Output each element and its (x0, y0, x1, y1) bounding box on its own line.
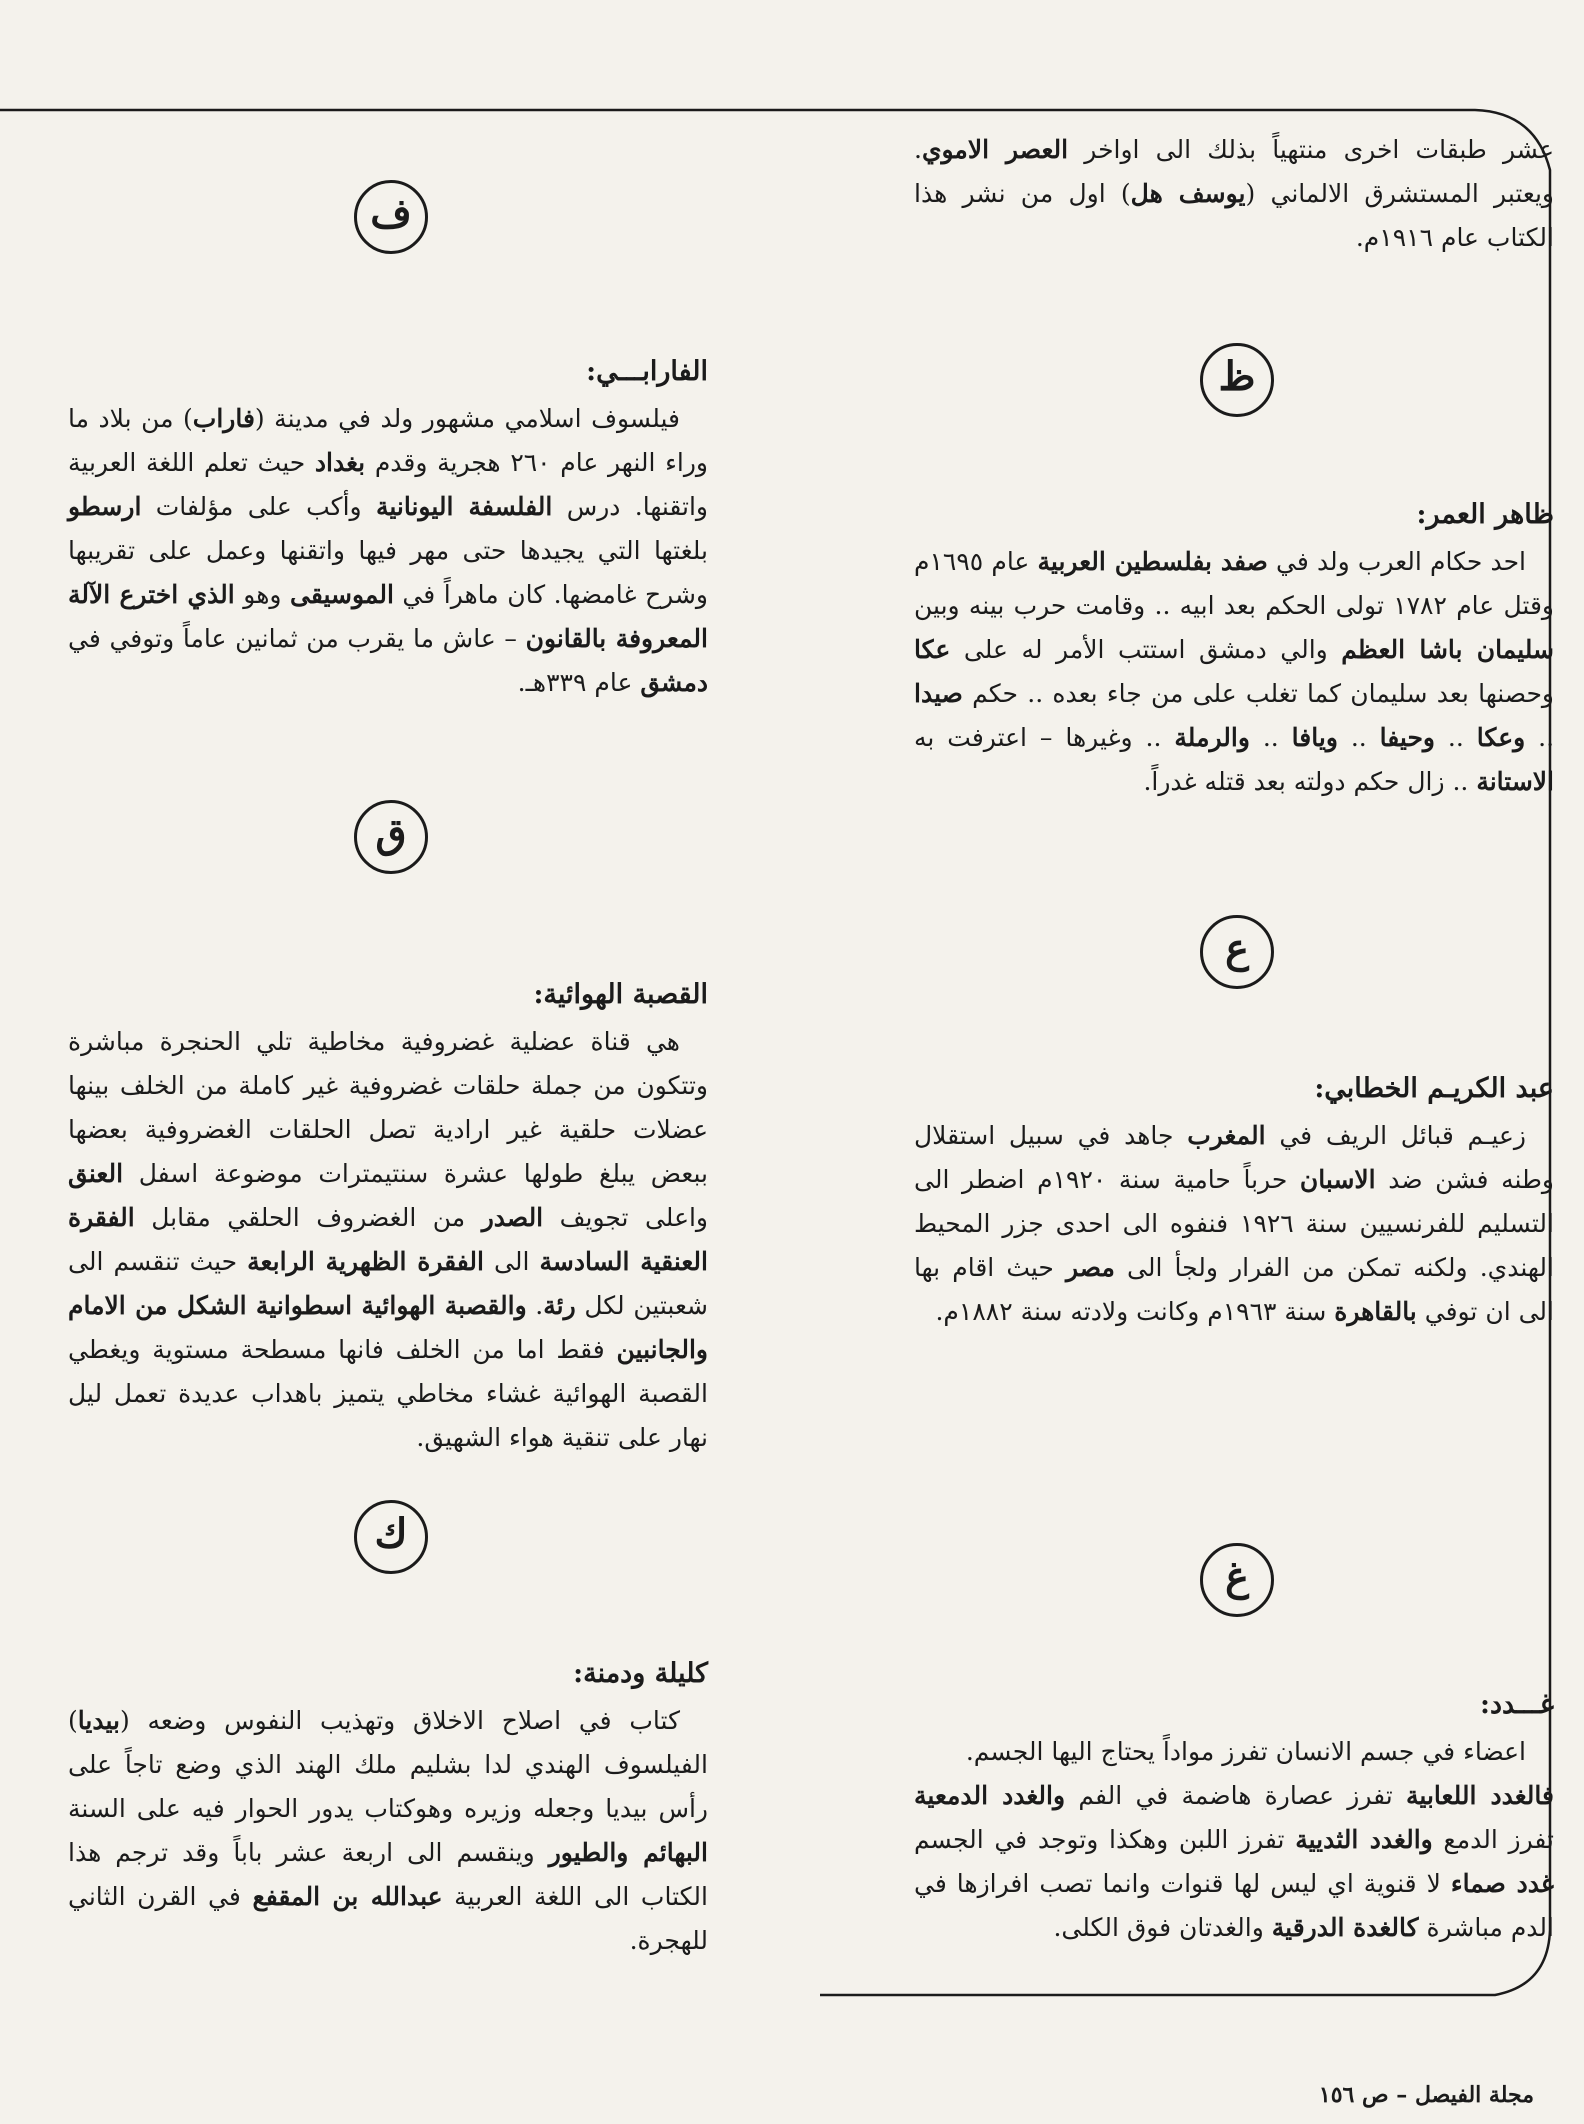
letter-ghain: غ (1200, 1543, 1274, 1617)
entry-definition-2: فالغدد اللعابية تفرز عصارة هاضمة في الفم والغدد الدمعية تفرز الدمع والغدد الثديية تفرز اللبن وهكذا وتوجد في الجسم غدد صماء لا قنوية اي ليس لها قنوات وانما تصب افرازها في الدم مباشرة كالغدة الدرقية والغدتان فوق الكلى. (914, 1781, 1554, 1942)
entry-title: غـــدد: (1479, 1689, 1554, 1720)
left-column (68, 110, 708, 2030)
entry-title: الفارابـــي: (586, 356, 708, 387)
letter-za: ظ (1200, 343, 1274, 417)
entry-definition: كتاب في اصلاح الاخلاق وتهذيب النفوس وضعه (بيديا) الفيلسوف الهندي لدا بشليم ملك الهند الذي وضع تاجاً على رأس بيديا وجعله وزيره وهوكتاب يدور الحوار فيه على السنة البهائم والطيور وينقسم الى اربعة عشر باباً وقد ترجم هذا الكتاب الى اللغة العربية عبدالله بن المقفع في القرن الثاني للهجرة. (68, 1706, 708, 1955)
footer-separator: – (1388, 2082, 1415, 2108)
entry-zahir (914, 498, 1554, 804)
letter-ain-badge (1200, 915, 1274, 989)
intro-paragraph (914, 128, 1554, 260)
entry-definition: احد حكام العرب ولد في صفد بفلسطين العربية عام ١٦٩٥م وقتل عام ١٧٨٢ تولى الحكم بعد ابيه .. وقامت حرب بينه وبين سليمان باشا العظم والي دمشق استتب الأمر له على عكا وحصنها بعد سليمان كما تغلب على من جاء بعده .. حكم صيدا .. وعكا .. وحيفا .. ويافا .. والرملة .. وغيرها – اعترفت به الاستانة .. زال حكم دولته بعد قتله غدراً. (914, 547, 1555, 796)
letter-kaf: ك (354, 1500, 428, 1574)
letter-fa-badge (354, 180, 428, 254)
entry-farabi (68, 355, 708, 705)
letter-kaf-badge (354, 1500, 428, 1574)
entry-title: ظاهر العمر: (1416, 499, 1554, 530)
entry-definition: فيلسوف اسلامي مشهور ولد في مدينة (فاراب) من بلاد ما وراء النهر عام ٢٦٠ هجرية وقدم بغداد حيث تعلم اللغة العربية واتقنها. درس الفلسفة اليونانية وأكب على مؤلفات ارسطو بلغتها التي يجيدها حتى مهر فيها واتقنها وعمل على تقريبها وشرح غامضها. كان ماهراً في الموسيقى وهو الذي اخترع الآلة المعروفة بالقانون – عاش ما يقرب من ثمانين عاماً وتوفي في دمشق عام ٣٣٩هـ. (68, 404, 709, 697)
letter-qaf-badge (354, 800, 428, 874)
page-footer (1319, 2082, 1534, 2108)
entry-title: القصبة الهوائية: (533, 979, 708, 1010)
right-column (914, 110, 1554, 2030)
letter-qaf: ق (354, 800, 428, 874)
entry-definition: هي قناة عضلية غضروفية مخاطية تلي الحنجرة مباشرة وتتكون من جملة حلقات غضروفية غير كاملة من الخلف بينها عضلات حلقية غير ارادية تصل الحلقات الغضروفية بعضها ببعض يبلغ طولها عشرة سنتيمترات موضوعة اسفل العنق واعلى تجويف الصدر من الغضروف الحلقي مقابل الفقرة العنقية السادسة الى الفقرة الظهرية الرابعة حيث تنقسم الى شعبتين لكل رئة. والقصبة الهوائية اسطوانية الشكل من الامام والجانبين فقط اما من الخلف فانها مسطحة مستوية ويغطي القصبة الهوائية غشاء مخاطي يتميز باهداب عديدة تعمل ليل نهار على تنقية هواء الشهيق. (68, 1027, 709, 1452)
letter-ain: ع (1200, 915, 1274, 989)
magazine-name: مجلة الفيصل (1414, 2082, 1534, 2108)
letter-fa: ف (354, 180, 428, 254)
letter-ghain-badge (1200, 1543, 1274, 1617)
entry-definition: اعضاء في جسم الانسان تفرز مواداً يحتاج اليها الجسم. (965, 1737, 1526, 1766)
entry-definition: زعيـم قبائل الريف في المغرب جاهد في سبيل استقلال وطنه فشن ضد الاسبان حرباً حامية سنة ١٩٢٠م اضطر الى التسليم للفرنسيين سنة ١٩٢٦ فنفوه الى احدى جزر المحيط الهندي. ولكنه تمكن من الفرار ولجأ الى مصر حيث اقام بها الى ان توفي بالقاهرة سنة ١٩٦٣م وكانت ولادته سنة ١٨٨٢م. (914, 1121, 1554, 1326)
intro-text: عشر طبقات اخرى منتهياً بذلك الى اواخر العصر الاموي. ويعتبر المستشرق الالماني (يوسف هل) اول من نشر هذا الكتاب عام ١٩١٦م. (914, 135, 1554, 252)
page-number: ص ١٥٦ (1318, 2082, 1389, 2108)
entry-title: كليلة ودمنة: (573, 1658, 708, 1689)
entry-trachea (68, 978, 708, 1460)
entry-ghudad (914, 1688, 1554, 1950)
entry-kalila (68, 1657, 708, 1963)
entry-title: عبد الكريـم الخطابي: (1314, 1073, 1554, 1104)
letter-za-badge (1200, 343, 1274, 417)
entry-abdelkrim (914, 1072, 1554, 1334)
